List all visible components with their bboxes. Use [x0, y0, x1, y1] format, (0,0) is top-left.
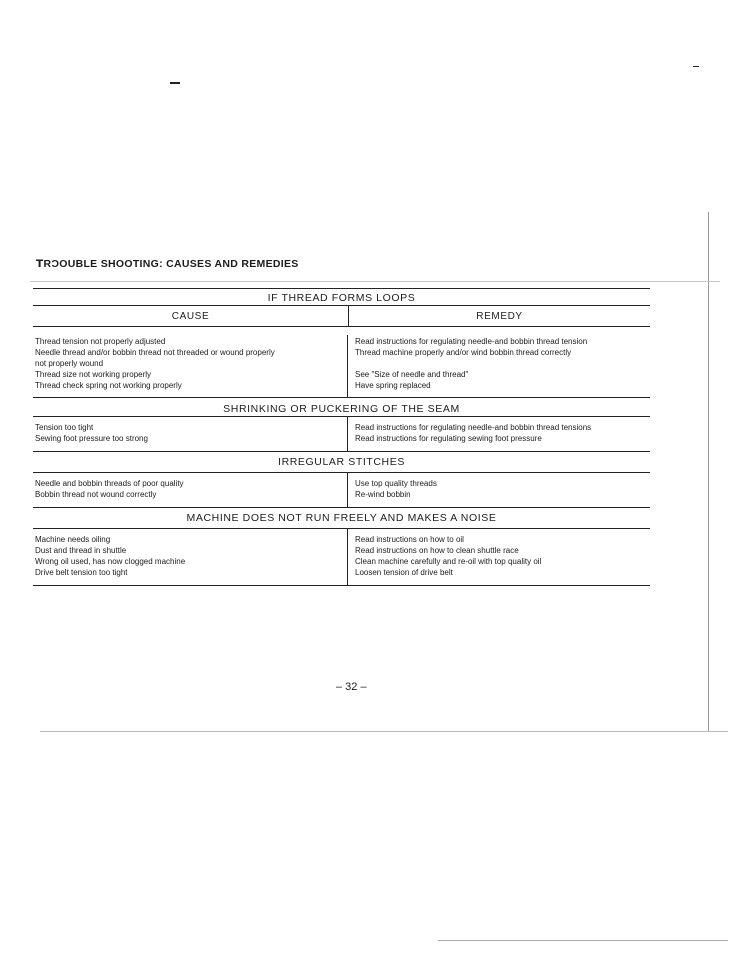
- cause-line: Needle thread and/or bobbin thread not threaded or wound properly: [35, 347, 275, 357]
- section-heading: SHRINKING OR PUCKERING OF THE SEAM: [223, 403, 460, 416]
- right-margin-line: [708, 212, 709, 732]
- remedy-line: Loosen tension of drive belt: [355, 567, 453, 577]
- remedy-line: Read instructions for regulating needle-and bobbin thread tensions: [355, 423, 592, 433]
- remedy-line: Clean machine carefully and re-oil with top quality oil: [355, 556, 542, 566]
- remedy-cell: [348, 417, 650, 451]
- bottom-edge-line: [438, 940, 728, 941]
- section-heading: MACHINE DOES NOT RUN FREELY AND MAKES A NOISE: [186, 512, 497, 525]
- cause-line: Wrong oil used, has now clogged machine: [35, 556, 186, 566]
- remedy-line: Read instructions on how to oil: [355, 535, 464, 545]
- scan-mark: [170, 82, 180, 84]
- page-title: ꓔRƆOUBLE SHOOTING: CAUSES AND REMEDIES: [36, 258, 299, 270]
- remedy-line: Use top quality threads: [355, 479, 437, 489]
- cause-line: Needle and bobbin threads of poor quality: [35, 479, 184, 489]
- remedy-cell: [348, 335, 650, 397]
- cause-line: Thread check spring not working properly: [35, 380, 182, 390]
- remedy-line: Read instructions on how to clean shuttle race: [355, 545, 519, 555]
- cause-line: Dust and thread in shuttle: [35, 545, 127, 555]
- cause-line: Thread size not working properly: [35, 369, 152, 379]
- cause-cell: [33, 473, 348, 507]
- table-row: [33, 472, 650, 508]
- remedy-line: See "Size of needle and thread": [355, 369, 469, 379]
- remedy-cell: [348, 473, 650, 507]
- remedy-line: Read instructions for regulating sewing foot pressure: [355, 434, 542, 444]
- page-number: – 32 –: [336, 681, 367, 693]
- cause-line: Tension too tight: [35, 423, 94, 433]
- remedy-line: Read instructions for regulating needle-and bobbin thread tension: [355, 337, 588, 346]
- cause-line: Sewing foot pressure too strong: [35, 434, 148, 444]
- cause-cell: [33, 529, 348, 585]
- remedy-line: [355, 359, 650, 370]
- remedy-cell: [348, 529, 650, 585]
- remedy-column-header: REMEDY: [476, 310, 523, 322]
- table-row: [33, 528, 650, 585]
- section-heading: IF THREAD FORMS LOOPS: [267, 292, 416, 304]
- cause-cell: [33, 417, 348, 451]
- cause-line: not properly wound: [35, 358, 104, 368]
- cause-line: Machine needs oiling: [35, 535, 111, 545]
- column-headers: [33, 305, 650, 327]
- bottom-fold-line: [40, 731, 728, 732]
- cause-column-header: CAUSE: [33, 306, 349, 326]
- scan-mark: [693, 66, 699, 67]
- table-row: [33, 416, 650, 452]
- cause-line: Bobbin thread not wound correctly: [35, 490, 157, 500]
- troubleshooting-table: [33, 288, 650, 586]
- cause-cell: [33, 335, 348, 397]
- cause-line: Drive belt tension too tight: [35, 567, 128, 577]
- cause-line: Thread tension not properly adjusted: [35, 337, 166, 346]
- remedy-line: Have spring replaced: [355, 380, 431, 390]
- remedy-line: Thread machine properly and/or wind bobbin thread correctly: [355, 347, 572, 357]
- section-heading: IRREGULAR STITCHES: [278, 456, 405, 469]
- remedy-line: Re-wind bobbin: [355, 490, 411, 500]
- header-underline: [30, 281, 720, 282]
- table-row: [33, 327, 650, 398]
